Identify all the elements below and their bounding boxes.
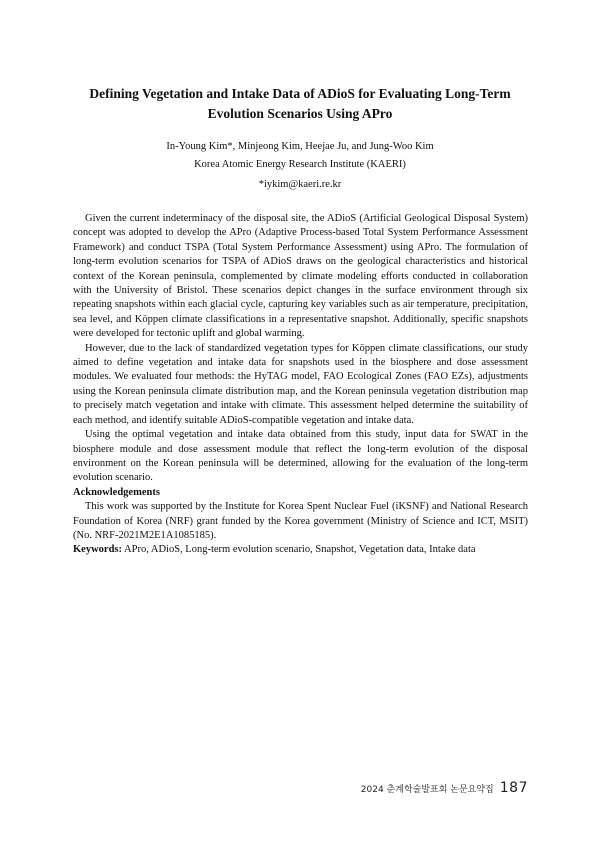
acknowledgements-heading: Acknowledgements xyxy=(73,486,160,498)
page-number: 187 xyxy=(499,780,528,796)
abstract-paragraph-1: Given the current indeterminacy of the disposal site, the ADioS (Artificial Geological Disposal System) concept was adopted to develop the APro (Adaptive Process-based Total System Performance Assessment Framework) and conduct TSPA (Total System Performance Assessment) using APro. The formulation of long-term evolution scenarios for TSPA of ADioS draws on the geological characteristics and historical context of the Korean peninsula, complemented by climate modeling efforts conducted in collaboration with the University of Bristol. These scenarios depict changes in the surface environment through six repeating snapshots within each glacial cycle, capturing key variables such as air temperature, precipitation, sea level, and Köppen climate classifications in a representative snapshot. Additionally, specific snapshots were developed for tectonic uplift and global warming. xyxy=(73,213,528,340)
page-footer xyxy=(361,780,528,796)
corresponding-email: *iykim@kaeri.re.kr xyxy=(258,179,342,190)
abstract-body xyxy=(73,212,528,558)
keywords-label: Keywords: xyxy=(73,544,122,556)
author-list: In-Young Kim*, Minjeong Kim, Heejae Ju, and Jung-Woo Kim xyxy=(166,141,434,152)
abstract-paragraph-2: However, due to the lack of standardized vegetation types for Köppen climate classifications, our study aimed to define vegetation and intake data for snapshots used in the biosphere and dose assessment modules. We evaluated four methods: the HyTAG model, FAO Ecological Zones (FAO EZs), adjustments using the Korean peninsula climate distribution map, and the Korean peninsula vegetation distribution map to precisely match vegetation and intake with climate. This assessment helped determine the suitability of each method, and identify suitable ADioS-compatible vegetation and intake data. xyxy=(73,342,528,426)
paper-title xyxy=(80,84,520,124)
keywords-line xyxy=(73,543,528,557)
acknowledgements-text: This work was supported by the Institute for Korea Spent Nuclear Fuel (iKSNF) and National Research Foundation of Korea (NRF) grant funded by the Korea government (Ministry of Science and ICT, MSIT) (No. NRF-2021M2E1A1085185). xyxy=(73,501,528,541)
proceedings-title: 2024 춘계학술발표회 논문요약집 xyxy=(360,785,494,795)
keywords-text: APro, ADioS, Long-term evolution scenario, Snapshot, Vegetation data, Intake data xyxy=(124,544,476,556)
abstract-paragraph-3: Using the optimal vegetation and intake data obtained from this study, input data for SWAT in the biosphere module and dose assessment module that reflect the long-term evolution of the disposal environment on the Korean peninsula will be determined, allowing for the evaluation of the long-term evolution scenario. xyxy=(73,429,528,484)
title-line-2: Evolution Scenarios Using APro xyxy=(207,106,393,121)
affiliation: Korea Atomic Energy Research Institute (KAERI) xyxy=(194,159,406,170)
title-line-1: Defining Vegetation and Intake Data of ADioS for Evaluating Long-Term xyxy=(89,86,511,101)
